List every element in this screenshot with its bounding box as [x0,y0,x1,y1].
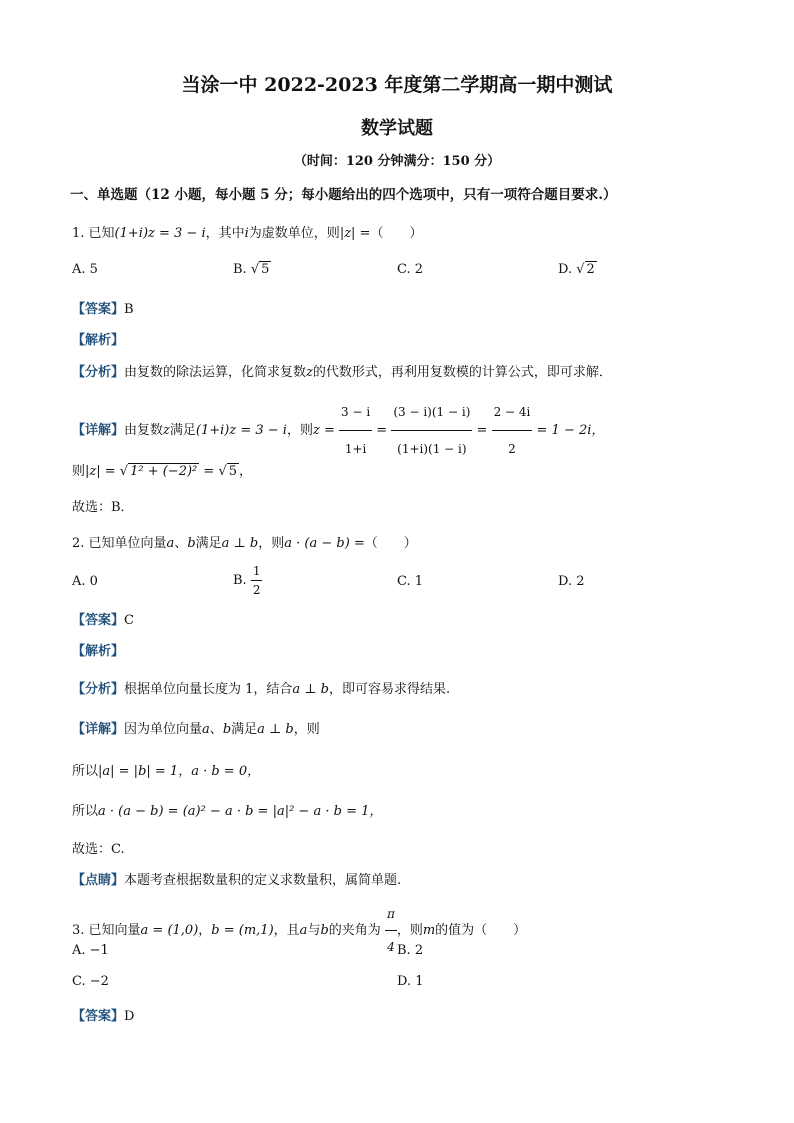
q1-fenxi-text: 由复数的除法运算，化简求复数 [124,365,307,380]
q1-answer [72,298,134,317]
answer-tag: 【答案】 [72,1009,125,1024]
q2-line2-expr: a · (a − b) = (a)² − a · b = |a|² − a · b = 1， [98,804,383,819]
q2-stem-a: 2. 已知单位向量 [72,536,167,551]
q2-cond: a ⊥ b [221,536,259,551]
q1-detail [72,394,604,467]
q1-option-d-label: D. [558,262,573,277]
q2-line1-expr: |a| = |b| = 1，a · b = 0， [98,764,261,779]
q3-option-b: B. 2 [397,943,424,958]
q2-expr: a · (a − b) = [284,536,365,551]
q3-answer [72,1005,134,1024]
q2-fenxi-cond: a ⊥ b [292,682,329,697]
q3-stem-f: 的值为（ ） [435,923,527,938]
q1-mod-a: 则 [72,464,86,479]
q2-line1 [72,760,260,779]
q1-stem-b: ，其中 [205,226,245,241]
q1-option-b-value: 5 [261,262,270,277]
q2-detail-sep: 、 [209,722,223,737]
q1-option-b-label: B. [233,262,247,277]
q1-fenxi-z: z [306,365,313,380]
q1-mod-res: 5 [228,464,238,479]
q2-choose: 故选：C. [72,842,125,857]
comment-tag: 【点睛】 [72,873,125,888]
q1-option-d-value: 2 [586,262,595,277]
q3-stem-c: 与 [307,923,321,938]
q1-option-d: D. √ 2 [558,262,595,277]
q3-answer-value: D [124,1009,135,1024]
q1-analysis-tag: 【解析】 [72,333,125,348]
q1-detail-z: z [163,423,170,438]
q2-line2 [72,800,382,819]
q1-option-c: C. 2 [397,262,424,277]
q3-vec-b: b [320,923,329,938]
fenxi-tag: 【分析】 [72,682,125,697]
q2-option-b-fraction [251,562,263,599]
answer-tag: 【答案】 [72,613,125,628]
q2-stem [72,532,417,551]
q1-fraction-3 [492,394,533,467]
q3-stem-a: 3. 已知向量 [72,923,141,938]
q2-fenxi-text2: ，即可容易求得结果. [328,682,451,697]
q1-stem-a: 1. 已知 [72,226,115,241]
q1-eq1: = [376,423,388,438]
q1-choose: 故选：B． [72,500,134,515]
q1-answer-value: B [124,302,134,317]
q1-frac1-den: 1+i [344,442,367,456]
q3-var-m: m [422,923,436,938]
q1-option-a: A. 5 [72,262,98,277]
q1-fraction-1 [339,394,372,467]
q2-detail-vec-a: a [202,722,210,737]
q1-detail-eq: (1+i)z = 3 − i [195,423,287,438]
q2-option-b-label: B. [233,573,247,588]
q1-stem-eq: (1+i)z = 3 − i [114,226,206,241]
q2-comment [72,869,401,888]
q2-detail-a: 因为单位向量 [124,722,203,737]
q2-line2-a: 所以 [72,804,99,819]
q2-detail-comma: ，则 [293,722,320,737]
q3-vec-b-def: b = (m,1) [211,923,274,938]
q2-option-d: D. 2 [558,574,585,589]
q1-fenxi-text2: 的代数形式，再利用复数模的计算公式，即可求解． [312,365,612,380]
exam-title: 当涂一中 2022-2023 年度第二学期高一期中测试 [181,74,613,96]
q1-stem [72,222,422,241]
q1-mod-eq: = [199,464,219,479]
q2-analysis-tag: 【解析】 [72,644,125,659]
q1-fenxi [72,361,612,380]
q2-sep: 、 [174,536,188,551]
q1-stem-i: i [244,226,249,241]
q2-stem-b: 满足 [195,536,222,551]
q2-option-a: A. 0 [72,574,98,589]
q1-mod-end: ， [239,464,253,479]
q1-mod-expr: |z| = [85,464,120,479]
q2-line1-a: 所以 [72,764,99,779]
q2-option-b-num: 1 [251,562,263,581]
q1-option-b: B. √ 5 [233,262,270,277]
q3-angle-fraction [385,898,397,963]
q3-stem-b: ，且 [273,923,300,938]
q2-option-b-den: 2 [252,583,261,597]
q2-answer [72,609,134,628]
q3-option-d: D. 1 [397,974,424,989]
q2-fenxi-text: 根据单位向量长度为 1，结合 [124,682,293,697]
q2-detail-vec-b: b [222,722,232,737]
q2-detail-b: 满足 [231,722,258,737]
q1-fraction-2 [391,394,472,467]
q1-frac3-den: 2 [508,442,516,456]
q1-frac1-num: 3 − i [339,394,372,431]
q3-option-a: A. −1 [72,943,109,958]
q1-detail-b: 满足 [169,423,196,438]
q1-frac2-den: (1+i)(1 − i) [397,442,467,456]
q1-detail-tail: = 1 − 2i， [536,423,605,438]
q1-mod-sqrt: 1² + (−2)² [130,464,198,479]
q1-stem-c: 为虚数单位，则 [248,226,340,241]
subject-title: 数学试题 [361,118,433,139]
answer-tag: 【答案】 [72,302,125,317]
q2-option-b [233,562,262,599]
q3-angle-num: π [385,898,397,931]
q2-detail [72,718,320,737]
q1-modulus: 则|z| = √ 1² + (−2)² = √ 5 ， [72,464,253,479]
detail-tag: 【详解】 [72,722,125,737]
section-heading: 一、单选题（12 小题，每小题 5 分；每小题给出的四个选项中，只有一项符合题目要求.） [70,187,617,203]
q3-sep: ， [198,923,212,938]
q1-detail-z2: z = [312,423,335,438]
q2-vec-a: a [166,536,175,551]
q3-option-c: C. −2 [72,974,109,989]
q3-stem-d: 的夹角为 [328,923,381,938]
q2-detail-cond: a ⊥ b [257,722,294,737]
q1-detail-c: ，则 [286,423,313,438]
q2-vec-b: b [187,536,196,551]
q1-stem-blank: （ ） [370,226,423,241]
q1-detail-a: 由复数 [124,423,164,438]
q2-stem-c: ，则 [258,536,285,551]
q2-comment-text: 本题考查根据数量积的定义求数量积，属简单题. [124,873,402,888]
q3-vec-a-def: a = (1,0) [140,923,199,938]
q1-frac2-num: (3 − i)(1 − i) [391,394,472,431]
q3-vec-a: a [299,923,308,938]
q2-fenxi [72,678,450,697]
q1-frac3-num: 2 − 4i [492,394,533,431]
time-info: （时间：120 分钟满分：150 分） [293,154,501,169]
q2-option-c: C. 1 [397,574,424,589]
q2-answer-value: C [124,613,134,628]
q1-eq2: = [476,423,488,438]
q1-stem-abs: |z| = [339,226,371,241]
q3-stem-e: ，则 [396,923,423,938]
q3-stem [72,898,526,963]
detail-tag: 【详解】 [72,423,125,438]
q3-angle-den: 4 [387,940,395,954]
q2-stem-blank: （ ） [364,536,417,551]
fenxi-tag: 【分析】 [72,365,125,380]
